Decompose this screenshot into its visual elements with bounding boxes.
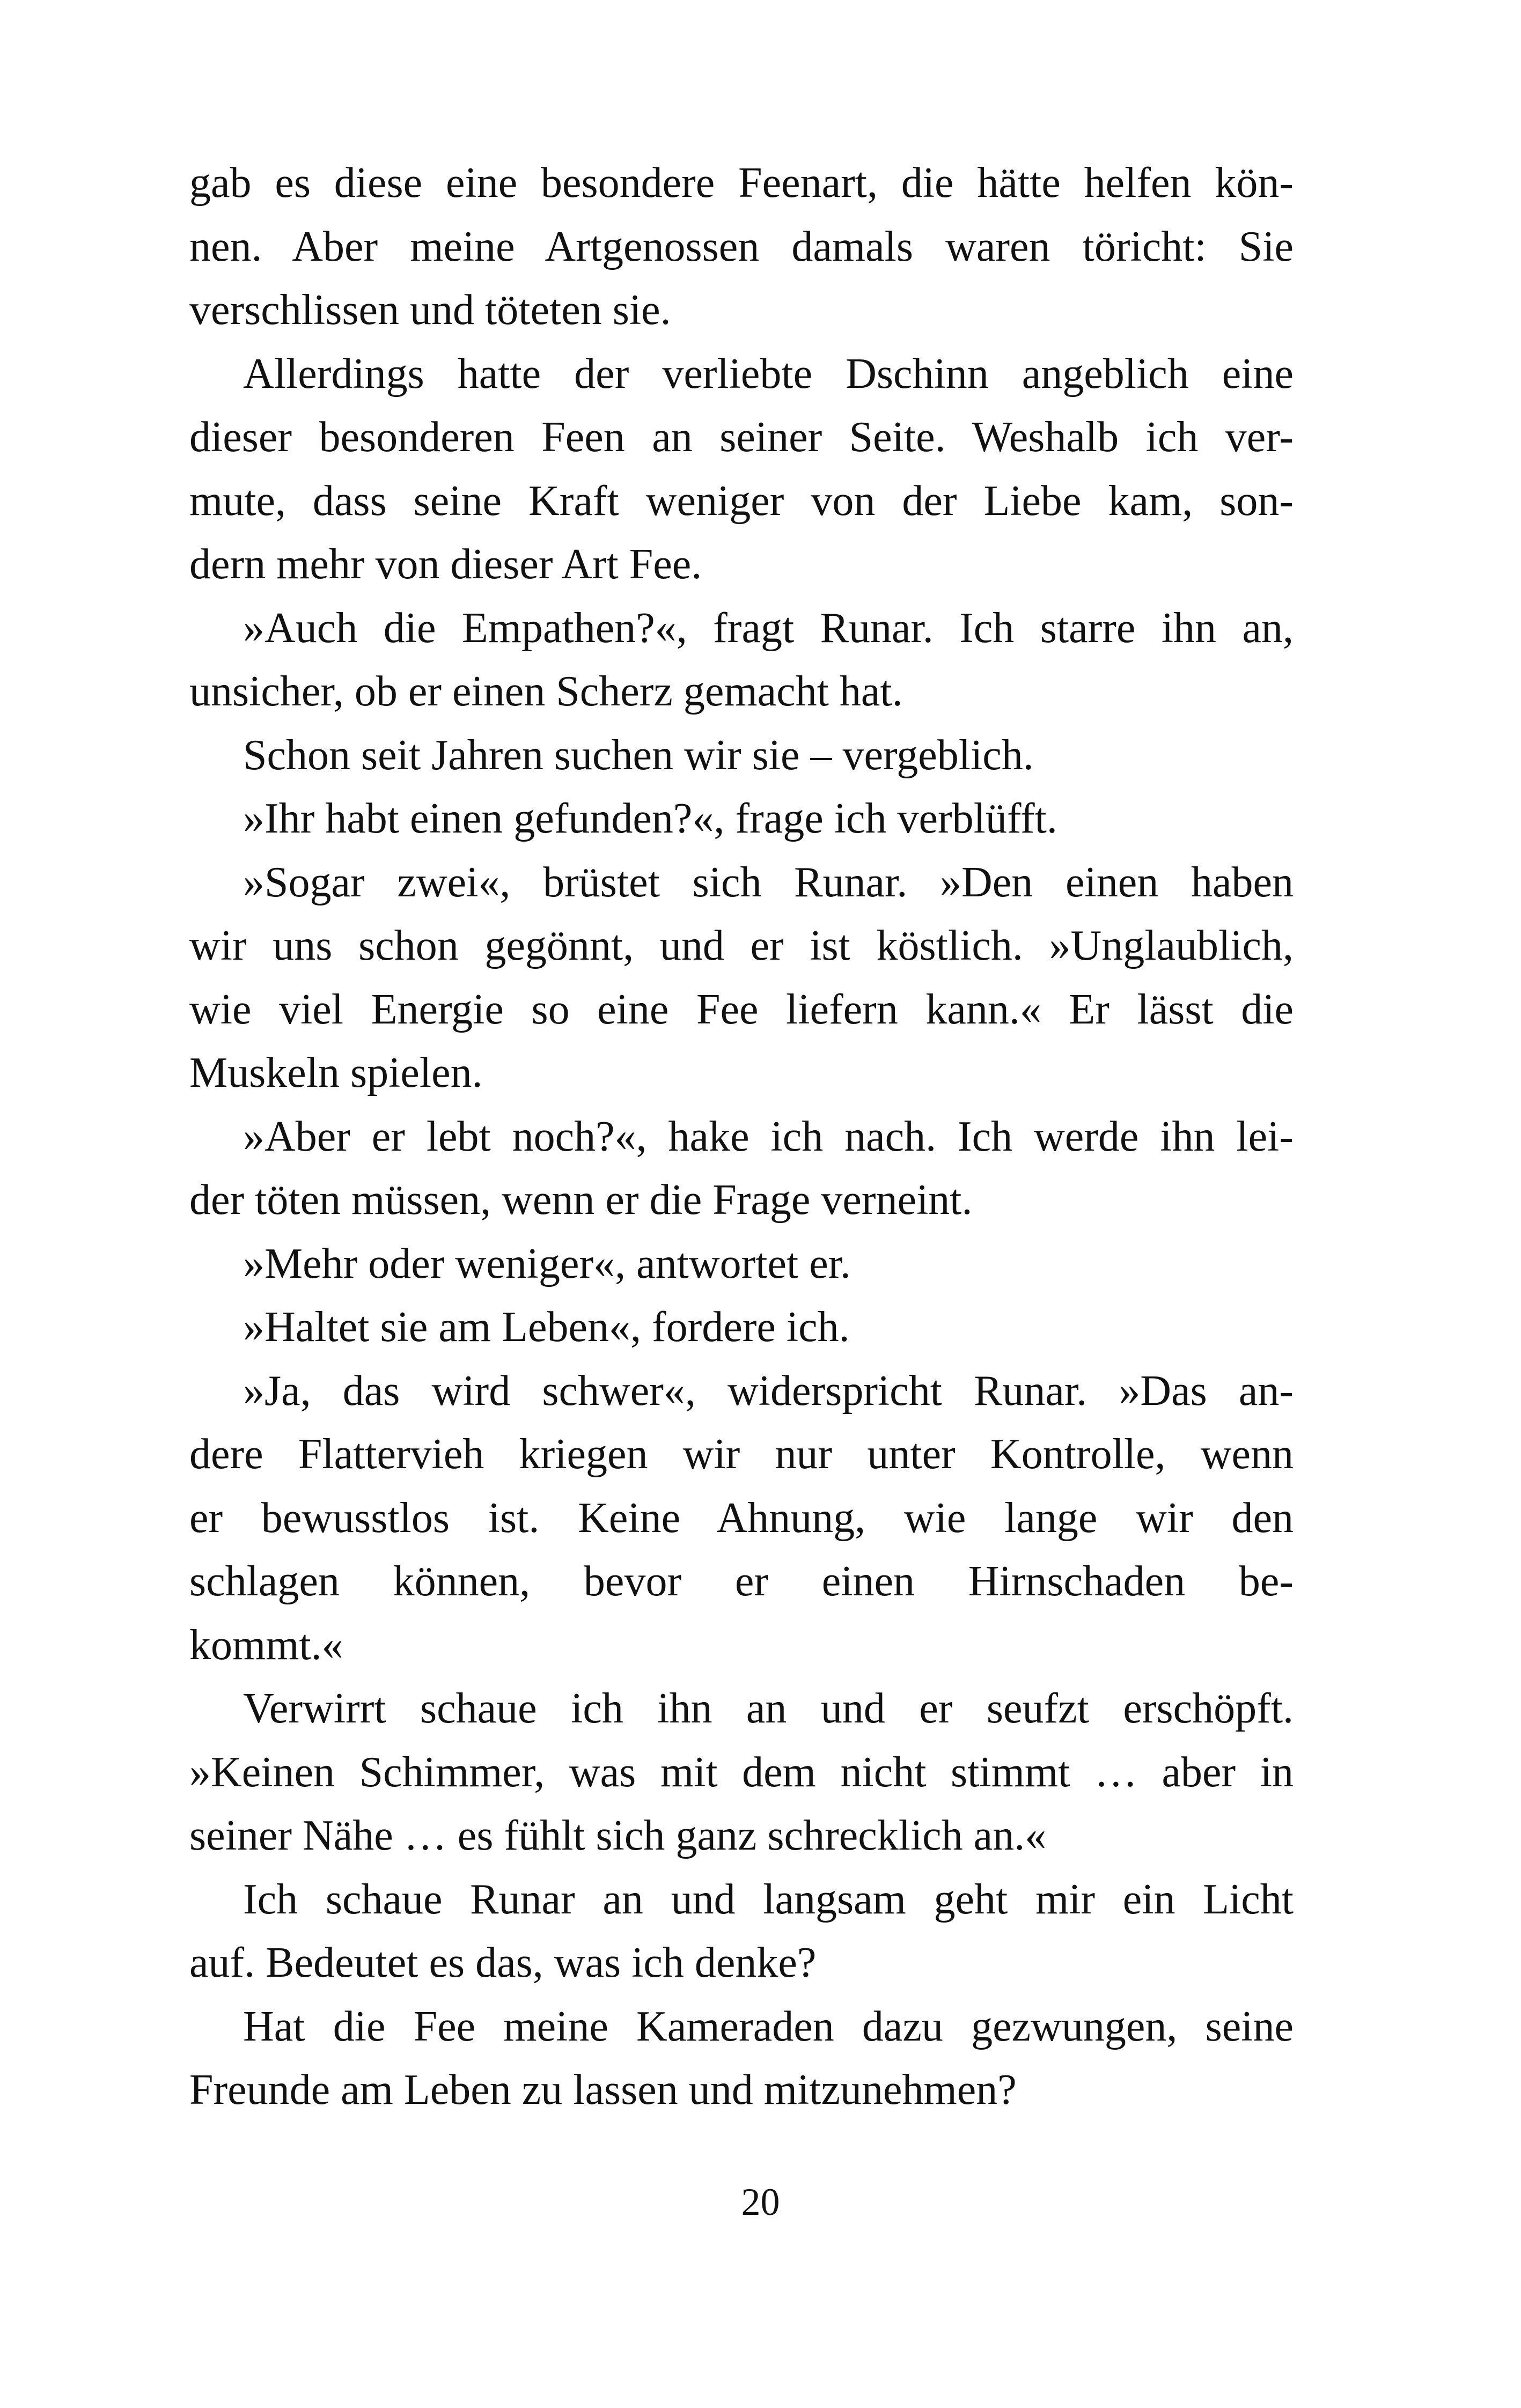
text-line: verschlissen und töteten sie.	[189, 286, 671, 334]
text-line: »Aber er lebt noch?«, hake ich nach. Ich werde ihn lei-	[243, 1113, 1294, 1160]
text-line: der töten müssen, wenn er die Frage verneint.	[189, 1176, 973, 1224]
text-line: schlagen können, bevor er einen Hirnschaden be-	[189, 1558, 1294, 1605]
page-number: 20	[741, 2181, 780, 2223]
text-line: Ich schaue Runar an und langsam geht mir ein Licht	[243, 1875, 1294, 1923]
text-line: »Ihr habt einen gefunden?«, frage ich verblüfft.	[243, 795, 1057, 842]
text-line: kommt.«	[189, 1621, 343, 1669]
text-line: »Sogar zwei«, brüstet sich Runar. »Den einen haben	[243, 858, 1294, 906]
text-line: auf. Bedeutet es das, was ich denke?	[189, 1939, 817, 1986]
text-line: wir uns schon gegönnt, und er ist köstlich. »Unglaublich,	[189, 922, 1294, 969]
text-line: gab es diese eine besondere Feenart, die hätte helfen kön-	[189, 159, 1294, 207]
text-line: Muskeln spielen.	[189, 1049, 483, 1096]
text-line: wie viel Energie so eine Fee liefern kann.« Er lässt die	[189, 985, 1294, 1033]
text-line: mute, dass seine Kraft weniger von der Liebe kam, son-	[189, 477, 1294, 525]
text-line: er bewusstlos ist. Keine Ahnung, wie lange wir den	[189, 1494, 1294, 1542]
text-line: Hat die Fee meine Kameraden dazu gezwungen, seine	[243, 2002, 1294, 2050]
text-line: »Auch die Empathen?«, fragt Runar. Ich starre ihn an,	[243, 604, 1294, 652]
text-line: Freunde am Leben zu lassen und mitzunehmen?	[189, 2066, 1017, 2114]
text-line: »Keinen Schimmer, was mit dem nicht stimmt … aber in	[189, 1748, 1294, 1796]
text-line: Schon seit Jahren suchen wir sie – vergeblich.	[243, 731, 1034, 779]
text-line: unsicher, ob er einen Scherz gemacht hat.	[189, 668, 903, 715]
text-line: Allerdings hatte der verliebte Dschinn angeblich eine	[243, 350, 1294, 397]
text-line: dere Flattervieh kriegen wir nur unter Kontrolle, wenn	[189, 1431, 1294, 1478]
body-text	[189, 151, 1294, 2122]
text-line: Verwirrt schaue ich ihn an und er seufzt erschöpft.	[243, 1685, 1294, 1732]
text-line: seiner Nähe … es fühlt sich ganz schrecklich an.«	[189, 1812, 1047, 1859]
text-line: »Haltet sie am Leben«, fordere ich.	[243, 1304, 850, 1351]
text-line: dern mehr von dieser Art Fee.	[189, 541, 702, 588]
text-line: nen. Aber meine Artgenossen damals waren töricht: Sie	[189, 223, 1294, 270]
text-line: dieser besonderen Feen an seiner Seite. Weshalb ich ver-	[189, 414, 1294, 461]
text-line: »Ja, das wird schwer«, widerspricht Runar. »Das an-	[243, 1367, 1294, 1415]
text-line: »Mehr oder weniger«, antwortet er.	[243, 1240, 851, 1287]
